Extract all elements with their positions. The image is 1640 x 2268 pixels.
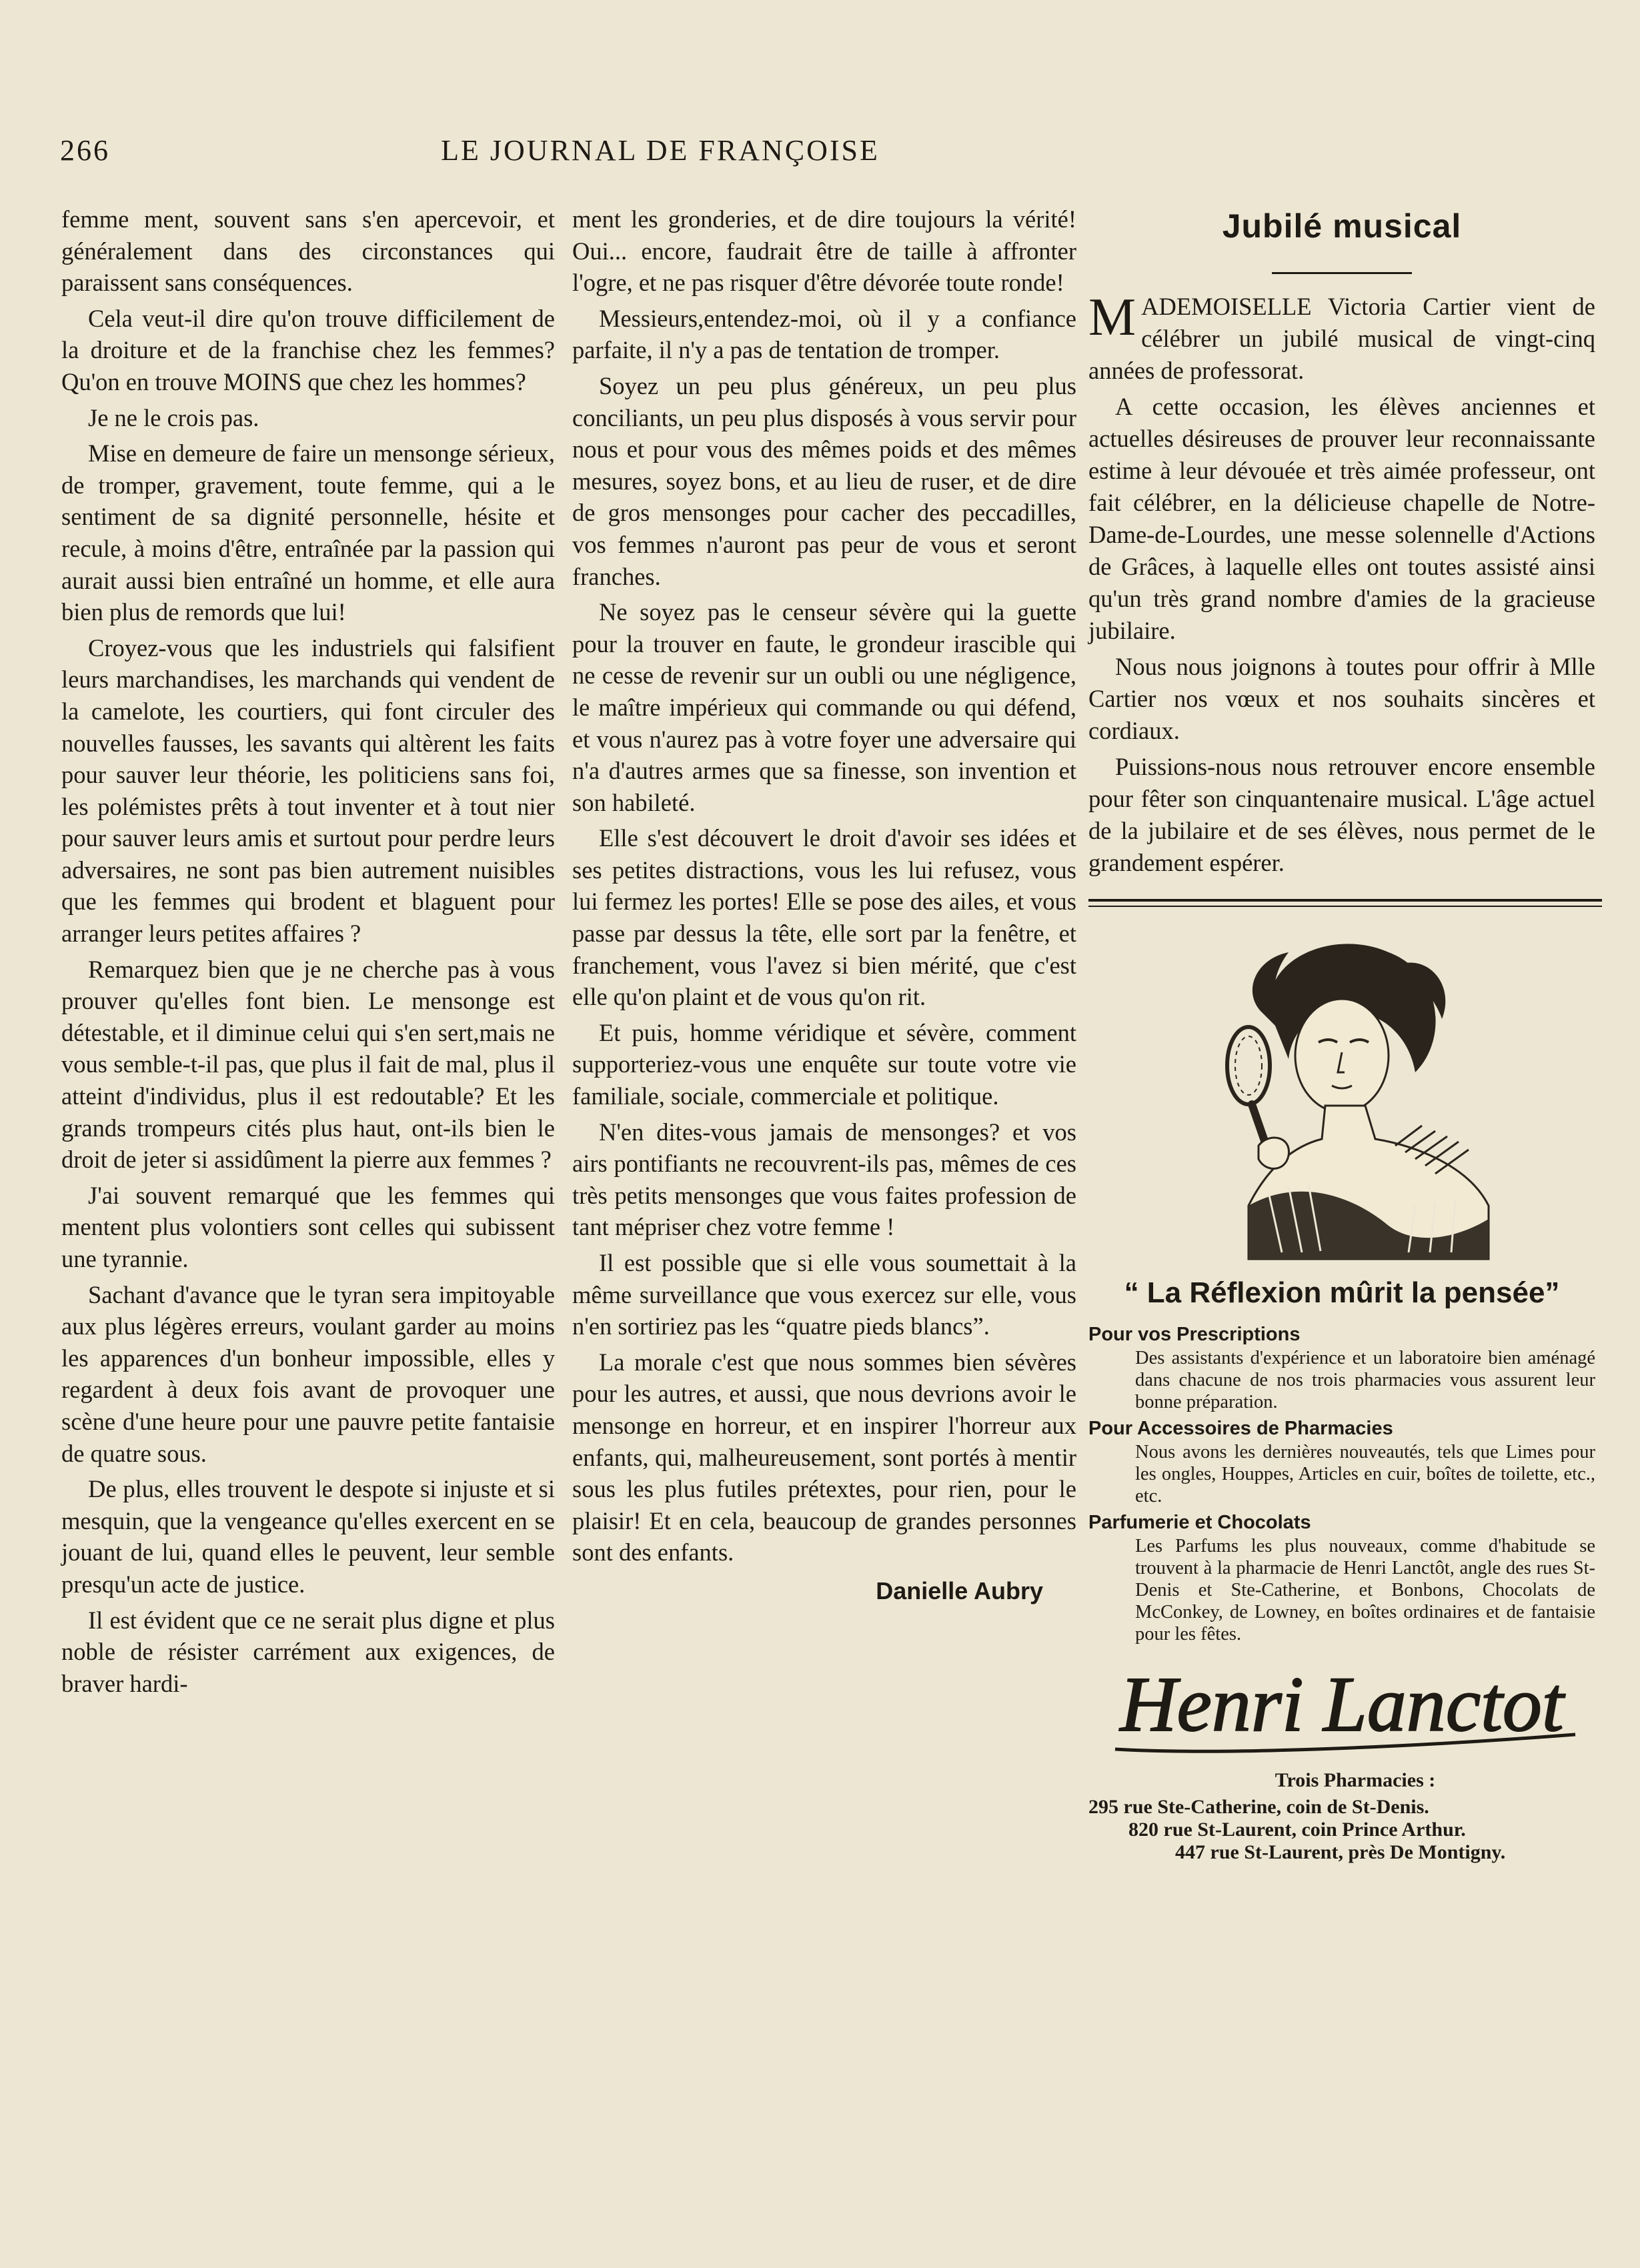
author-signature: Danielle Aubry bbox=[876, 1576, 1043, 1604]
address-line: 447 rue St-Laurent, près De Montigny. bbox=[1175, 1841, 1506, 1863]
paragraph: Elle s'est découvert le droit d'avoir ses idées et ses petites distractions, vous les lui refusez, vous lui fermez les portes! Elle se pose des ailes, et vous passe par dessus la tête, elle sort par la fenêtre, et franchement, vous l'avez si bien mérité, que c'est elle qu'on plaint et de vous qu'on rit. bbox=[572, 824, 1076, 1011]
paragraph: Il est évident que ce ne serait plus digne et plus noble de résister carrément aux exigences, de braver hardi- bbox=[61, 1606, 555, 1697]
address-line: 295 rue Ste-Catherine, coin de St-Denis. bbox=[1088, 1796, 1429, 1818]
right-column bbox=[1088, 200, 1595, 1864]
address-line: 820 rue St-Laurent, coin Prince Arthur. bbox=[1128, 1819, 1466, 1841]
paragraph: Cela veut-il dire qu'on trouve difficilement de la droiture et de la franchise chez les femmes? Qu'on en trouve MOINS que chez les hommes? bbox=[61, 304, 555, 395]
article-column-2 bbox=[572, 203, 1076, 1607]
paragraph: Remarquez bien que je ne cherche pas à vous prouver qu'elles font bien. Le mensonge est détestable, et il diminue celui qui s'en sert,mais ne vous semble-t-il pas, que plus il fait de mal, plus il atteint d'individus, plus il est redoutable? Et les grands trompeurs cités plus haut, ont-ils bien le droit de jeter si assidûment la pierre aux femmes ? bbox=[61, 955, 555, 1174]
jubile-title: Jubilé musical bbox=[1222, 207, 1462, 245]
ad-section-title: Pour vos Prescriptions bbox=[1088, 1324, 1301, 1345]
paragraph: Soyez un peu plus généreux, un peu plus conciliants, un peu plus disposés à vous servir pour nous et pour vous des mêmes poids et des mêmes mesures, soyez bons, et au lieu de ruser, et de dire de gros mensonges pour cacher des peccadilles, vos femmes n'auront pas peur de vous et seront franches. bbox=[572, 371, 1076, 590]
paragraph: Messieurs,entendez-moi, où il y a confiance parfaite, il n'y a pas de tentation de tromper. bbox=[572, 304, 1076, 364]
ad-section-title: Parfumerie et Chocolats bbox=[1088, 1512, 1311, 1533]
paragraph: A cette occasion, les élèves anciennes et actuelles désireuses de prouver leur reconnaissante estime à leur dévouée et très aimée professeur, ont fait célébrer, en la délicieuse chapelle de Notre-Dame-de-Lourdes, une messe solennelle d'Actions de Grâces, à laquelle elles ont toutes assisté ainsi qu'un très grand nombre d'amies de la gracieuse jubilaire. bbox=[1088, 393, 1595, 644]
brand-signature-text: Henri Lanctot bbox=[1120, 1660, 1564, 1748]
paragraph: De plus, elles trouvent le despote si injuste et si mesquin, que la vengeance qu'elles exercent en se jouant de lui, quand elles le peuvent, leur semble presqu'un acte de justice. bbox=[61, 1475, 555, 1598]
paragraph: ment les gronderies, et de dire toujours la vérité! Oui... encore, faudrait être de taille à affronter l'ogre, et ne pas risquer d'être dévorée toute ronde! bbox=[572, 205, 1076, 297]
title-rule bbox=[1272, 272, 1412, 274]
paragraph: N'en dites-vous jamais de mensonges? et vos airs pontifiants ne recouvrent-ils pas, mêmes de ces très petits mensonges que vous faites profession de tant mépriser chez votre femme ! bbox=[572, 1118, 1076, 1241]
paragraph: Je ne le crois pas. bbox=[88, 403, 259, 431]
ad-section-title: Pour Accessoires de Pharmacies bbox=[1088, 1418, 1393, 1439]
ad-section-text: Nous avons les dernières nouveautés, tels que Limes pour les ongles, Houppes, Articles en cuir, boîtes de toilette, etc., etc. bbox=[1135, 1442, 1595, 1506]
paragraph: femme ment, souvent sans s'en apercevoir, et généralement dans des circonstances qui paraissent sans conséquences. bbox=[61, 205, 555, 297]
woman-with-mirror-illustration bbox=[1175, 926, 1502, 1266]
drop-cap: M bbox=[1088, 288, 1136, 347]
page-header bbox=[60, 133, 1060, 180]
paragraph: Ne soyez pas le censeur sévère qui la guette pour la trouver en faute, le grondeur irascible qui ne cesse de revenir sur un oubli ou une négligence, le maître impérieux qui commande ou qui défend, et vous n'aurez pas à votre foyer une adversaire qui n'a d'autres armes que sa finesse, son invention et son habileté. bbox=[572, 598, 1076, 816]
page-number: 266 bbox=[60, 134, 110, 167]
paragraph: Croyez-vous que les industriels qui falsifient leurs marchandises, les marchands qui vendent de la camelote, les courtiers, qui font circuler des nouvelles fausses, les savants qui altèrent les faits pour sauver leur théorie, les politiciens sans foi, les polémistes prêts à tout inventer et à tout nier pour sauver leurs amis et surtout pour perdre leurs adversaires, ne sont pas bien autrement nuisibles que les femmes qui brodent et blaguent pour arranger leurs petites affaires ? bbox=[61, 634, 555, 948]
henri-lanctot-signature-logo bbox=[1095, 1656, 1589, 1763]
paragraph bbox=[1088, 288, 1595, 387]
paragraph: Il est possible que si elle vous soumettait à la même surveillance que vous exercez sur elle, vous n'en sortiriez pas les “quatre pieds blancs”. bbox=[572, 1249, 1076, 1340]
pharmacy-advertisement bbox=[1088, 926, 1595, 1864]
ad-slogan: “ La Réflexion mûrit la pensée” bbox=[1124, 1276, 1560, 1309]
paragraph: Puissions-nous nous retrouver encore ensemble pour fêter son cinquantenaire musical. L'âge actuel de la jubilaire et de ses élèves, nous permet de le grandement espérer. bbox=[1088, 753, 1595, 876]
paragraph: La morale c'est que nous sommes bien sévères pour les autres, et aussi, que nous devrions avoir le mensonge en horreur, et en inspirer l'horreur aux enfants, qui, malheureusement, sont portés à mentir sous les plus futiles prétextes, pour rien, pour le plaisir! Et en cela, beaucoup de grandes personnes sont des enfants. bbox=[572, 1348, 1076, 1566]
addresses-block bbox=[1088, 1769, 1595, 1864]
jubile-article bbox=[1088, 288, 1595, 879]
journal-title: LE JOURNAL DE FRANÇOISE bbox=[441, 134, 880, 167]
paragraph: J'ai souvent remarqué que les femmes qui mentent plus volontiers sont celles qui subissent une tyrannie. bbox=[61, 1181, 555, 1272]
article-column-1 bbox=[61, 203, 555, 1699]
section-divider bbox=[1088, 899, 1602, 907]
paragraph-text: ADEMOISELLE Victoria Cartier vient de célébrer un jubilé musical de vingt-cinq années de professorat. bbox=[1088, 293, 1595, 384]
addresses-title: Trois Pharmacies : bbox=[1275, 1769, 1436, 1791]
paragraph: Sachant d'avance que le tyran sera impitoyable aux plus légères erreurs, voulant garder au moins les apparences d'un bonheur impossible, elles y regardent à deux fois avant de provoquer une scène d'une heure pour une pauvre petite fantaisie de quatre sous. bbox=[61, 1280, 555, 1467]
paragraph: Nous nous joignons à toutes pour offrir à Mlle Cartier nos vœux et nos souhaits sincères et cordiaux. bbox=[1088, 653, 1595, 744]
ad-section-text: Les Parfums les plus nouveaux, comme d'habitude se trouvent à la pharmacie de Henri Lanctôt, angle des rues St-Denis et Ste-Catherine, et Bonbons, Chocolats de McConkey, de Lowney, en boîtes ordinaires et de fantaisie pour les fêtes. bbox=[1135, 1536, 1595, 1644]
paragraph: Et puis, homme véridique et sévère, comment supporteriez-vous une enquête sur toute votre vie familiale, sociale, commerciale et politique. bbox=[572, 1018, 1076, 1110]
ad-section-text: Des assistants d'expérience et un laboratoire bien aménagé dans chacune de nos trois pharmacies vous assurent leur bonne préparation. bbox=[1135, 1348, 1595, 1412]
paragraph: Mise en demeure de faire un mensonge sérieux, de tromper, gravement, toute femme, qui a le sentiment de sa dignité personnelle, hésite et recule, à moins d'être, entraînée par la passion qui aurait aussi bien entraîné un homme, et elle aura bien plus de remords que lui! bbox=[61, 439, 555, 626]
